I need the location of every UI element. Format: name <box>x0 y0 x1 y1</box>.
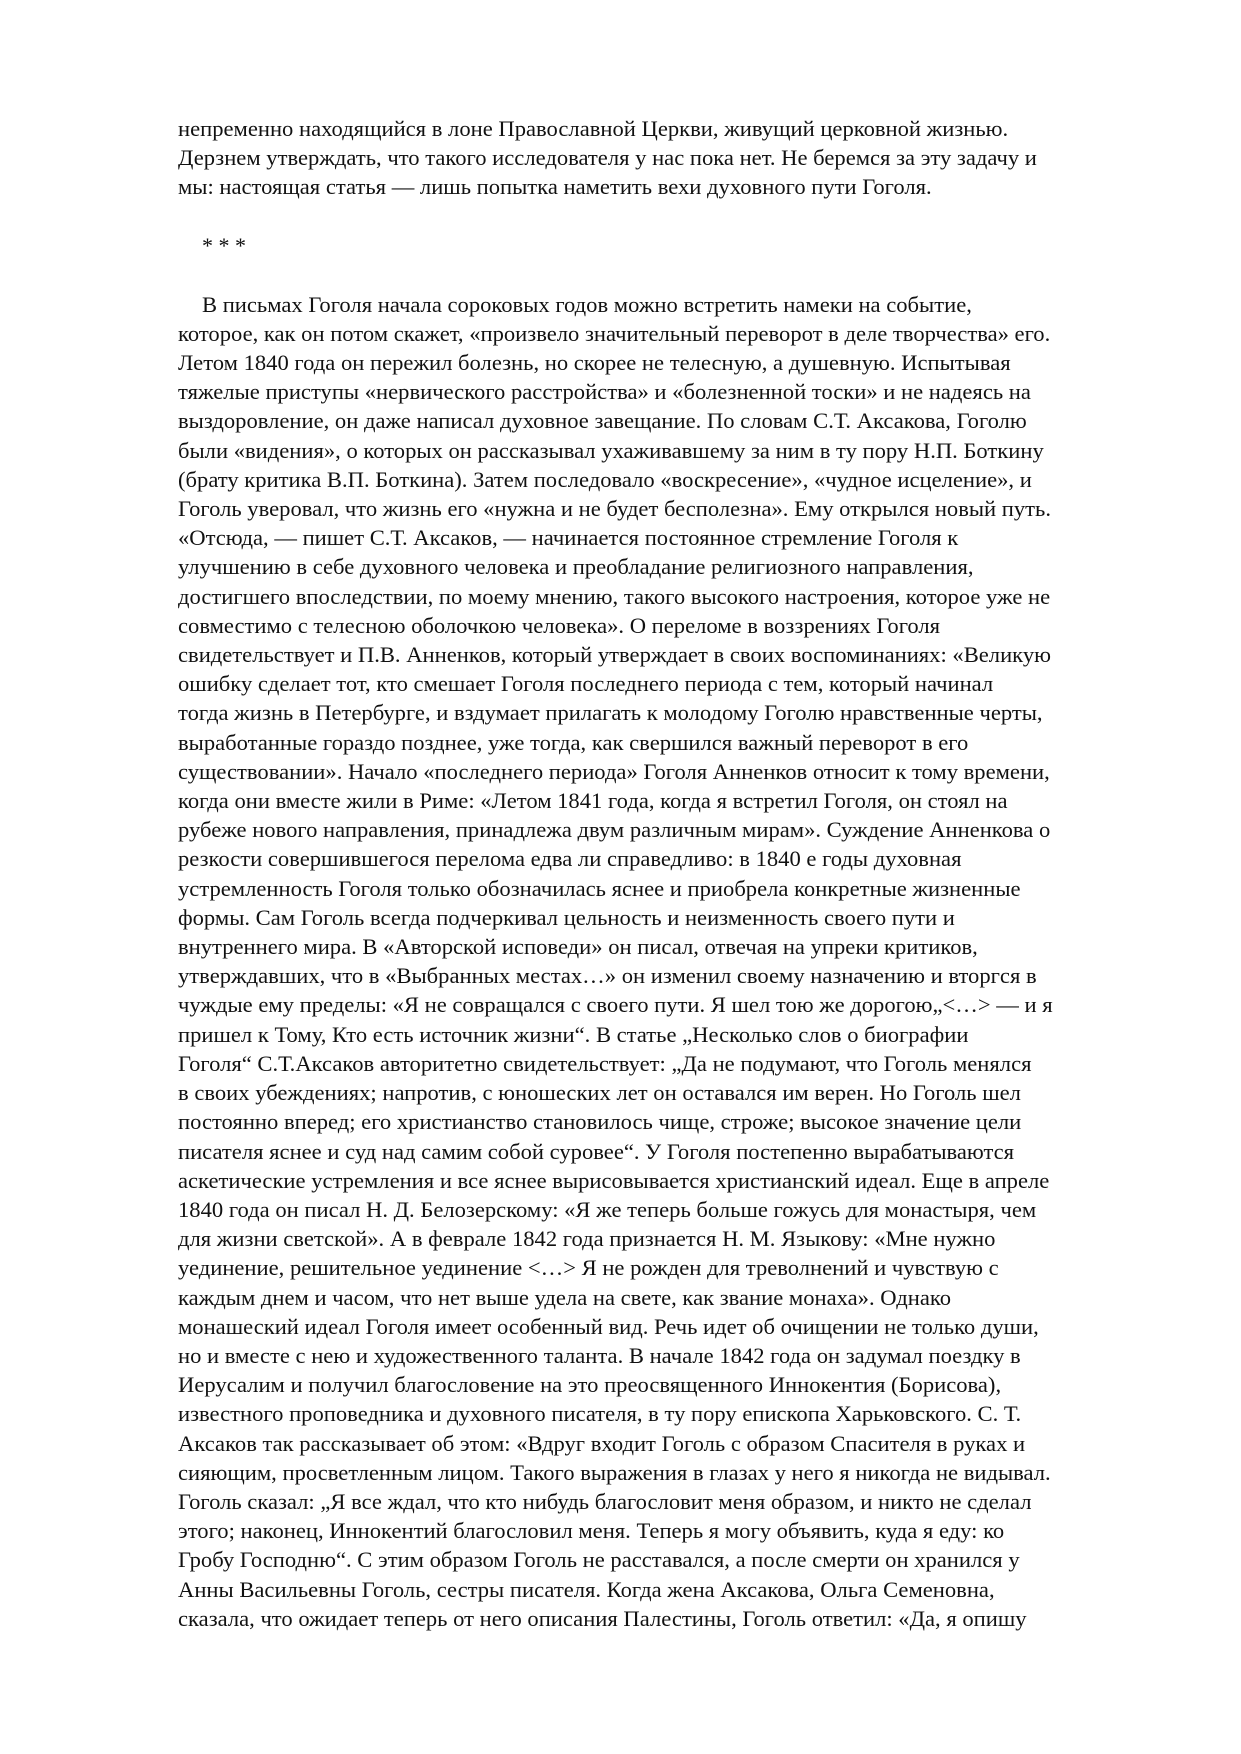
text-line: когда они вместе жили в Риме: «Летом 1841 года, когда я встретил Гоголя, он стоял на <box>178 788 1008 814</box>
text-line: Гробу Господню“. С этим образом Гоголь не расставался, а после смерти он хранился у <box>178 1547 1020 1573</box>
text-line: известного проповедника и духовного писателя, в ту пору епископа Харьковского. С. Т. <box>178 1401 1022 1427</box>
text-line: которое, как он потом скажет, «произвело значительный переворот в деле творчества» его. <box>178 320 1051 346</box>
text-line: тогда жизнь в Петербурге, и вздумает прилагать к молодому Гоголю нравственные черты, <box>178 700 1043 726</box>
text-line: Гоголь уверовал, что жизнь его «нужна и не будет бесполезна». Ему открылся новый путь. <box>178 496 1052 522</box>
text-line: сказала, что ожидает теперь от него описания Палестины, Гоголь ответил: «Да, я опишу <box>178 1605 1027 1631</box>
text-line: формы. Сам Гоголь всегда подчеркивал цельность и неизменность своего пути и <box>178 904 955 930</box>
body-paragraph <box>178 290 1178 1633</box>
text-line: для жизни светской». А в феврале 1842 года признается Н. М. Языкову: «Мне нужно <box>178 1226 996 1252</box>
text-line: свидетельствует и П.В. Анненков, который утверждает в своих воспоминаниях: «Великую <box>178 642 1052 668</box>
text-line: «Отсюда, — пишет С.Т. Аксаков, — начинается постоянное стремление Гоголя к <box>178 525 959 551</box>
text-line: чуждые ему пределы: «Я не совращался с своего пути. Я шел тою же дорогою„<…> — и я <box>178 992 1053 1018</box>
text-line: аскетические устремления и все яснее вырисовывается христианский идеал. Еще в апреле <box>178 1167 1050 1193</box>
text-line: писателя яснее и суд над самим собой суровее“. У Гоголя постепенно вырабатываются <box>178 1138 1015 1164</box>
text-line: Анны Васильевны Гоголь, сестры писателя. Когда жена Аксакова, Ольга Семеновна, <box>178 1576 995 1602</box>
text-line: непременно находящийся в лоне Православной Церкви, живущий церковной жизнью. <box>178 116 1009 141</box>
text-line: 1840 года он писал Н. Д. Белозерскому: «Я же теперь больше гожусь для монастыря, чем <box>178 1196 1037 1222</box>
intro-paragraph <box>178 114 1178 202</box>
text-line: Аксаков так рассказывает об этом: «Вдруг входит Гоголь с образом Спасителя в руках и <box>178 1430 1026 1456</box>
text-line: пришел к Тому, Кто есть источник жизни“. В статье „Несколько слов о биографии <box>178 1021 969 1047</box>
text-line: уединение, решительное уединение <…> Я не рожден для треволнений и чувствую с <box>178 1255 999 1281</box>
section-separator: * * * <box>202 232 246 258</box>
text-line: в своих убеждениях; напротив, с юношеских лет он оставался им верен. Но Гоголь шел <box>178 1080 1021 1106</box>
text-line: устремленность Гоголя только обозначилась яснее и приобрела конкретные жизненные <box>178 875 1021 901</box>
text-line: сияющим, просветленным лицом. Такого выражения в глазах у него я никогда не видывал. <box>178 1459 1051 1485</box>
text-line: улучшению в себе духовного человека и преобладание религиозного направления, <box>178 554 974 580</box>
text-line: Гоголя“ С.Т.Аксаков авторитетно свидетельствует: „Да не подумают, что Гоголь менялся <box>178 1050 1032 1076</box>
text-line: Гоголь сказал: „Я все ждал, что кто нибудь благословит меня образом, и никто не сделал <box>178 1488 1032 1514</box>
text-line: Летом 1840 года он пережил болезнь, но скорее не телесную, а душевную. Испытывая <box>178 350 1011 376</box>
text-line: достигшего впоследствии, по моему мнению, такого высокого настроения, которое уже не <box>178 583 1051 609</box>
text-line: каждым днем и часом, что нет выше удела на свете, как звание монаха». Однако <box>178 1284 951 1310</box>
text-line: рубеже нового направления, принадлежа двум различным мирам». Суждение Анненкова о <box>178 817 1051 843</box>
text-line: Иерусалим и получил благословение на это преосвященного Иннокентия (Борисова), <box>178 1372 1002 1398</box>
text-line: были «видения», о которых он рассказывал ухаживавшему за ним в ту пору Н.П. Боткину <box>178 437 1044 463</box>
text-line: постоянно вперед; его христианство становилось чище, строже; высокое значение цели <box>178 1109 1022 1135</box>
text-line: но и вместе с нею и художественного таланта. В начале 1842 года он задумал поездку в <box>178 1342 1021 1368</box>
text-line: мы: настоящая статья — лишь попытка наметить вехи духовного пути Гоголя. <box>178 174 932 200</box>
text-line: тяжелые приступы «нервического расстройства» и «болезненной тоски» и не надеясь на <box>178 379 1031 405</box>
text-line: резкости совершившегося перелома едва ли справедливо: в 1840 е годы духовная <box>178 846 962 872</box>
text-line: В письмах Гоголя начала сороковых годов можно встретить намеки на событие, <box>202 291 972 317</box>
text-line: существовании». Начало «последнего периода» Гоголя Анненков относит к тому времени, <box>178 758 1050 784</box>
text-line: выздоровление, он даже написал духовное завещание. По словам С.Т. Аксакова, Гоголю <box>178 408 1027 434</box>
text-line: выработанные гораздо позднее, уже тогда, как свершился важный переворот в его <box>178 729 969 755</box>
text-line: Дерзнем утверждать, что такого исследователя у нас пока нет. Не беремся за эту задачу и <box>178 145 1037 171</box>
text-line: внутреннего мира. В «Авторской исповеди» он писал, отвечая на упреки критиков, <box>178 934 978 960</box>
text-line: совместимо с телесною оболочкою человека». О переломе в воззрениях Гоголя <box>178 612 941 638</box>
text-line: этого; наконец, Иннокентий благословил меня. Теперь я могу объявить, куда я еду: ко <box>178 1518 1005 1544</box>
text-line: утверждавших, что в «Выбранных местах…» он изменил своему назначению и вторгся в <box>178 963 1037 989</box>
document-page <box>178 114 1178 1633</box>
text-line: монашеский идеал Гоголя имеет особенный вид. Речь идет об очищении не только души, <box>178 1313 1039 1339</box>
text-line: ошибку сделает тот, кто смешает Гоголя последнего периода с тем, который начинал <box>178 671 994 697</box>
text-line: (брату критика В.П. Боткина). Затем последовало «воскресение», «чудное исцеление», и <box>178 466 1032 492</box>
